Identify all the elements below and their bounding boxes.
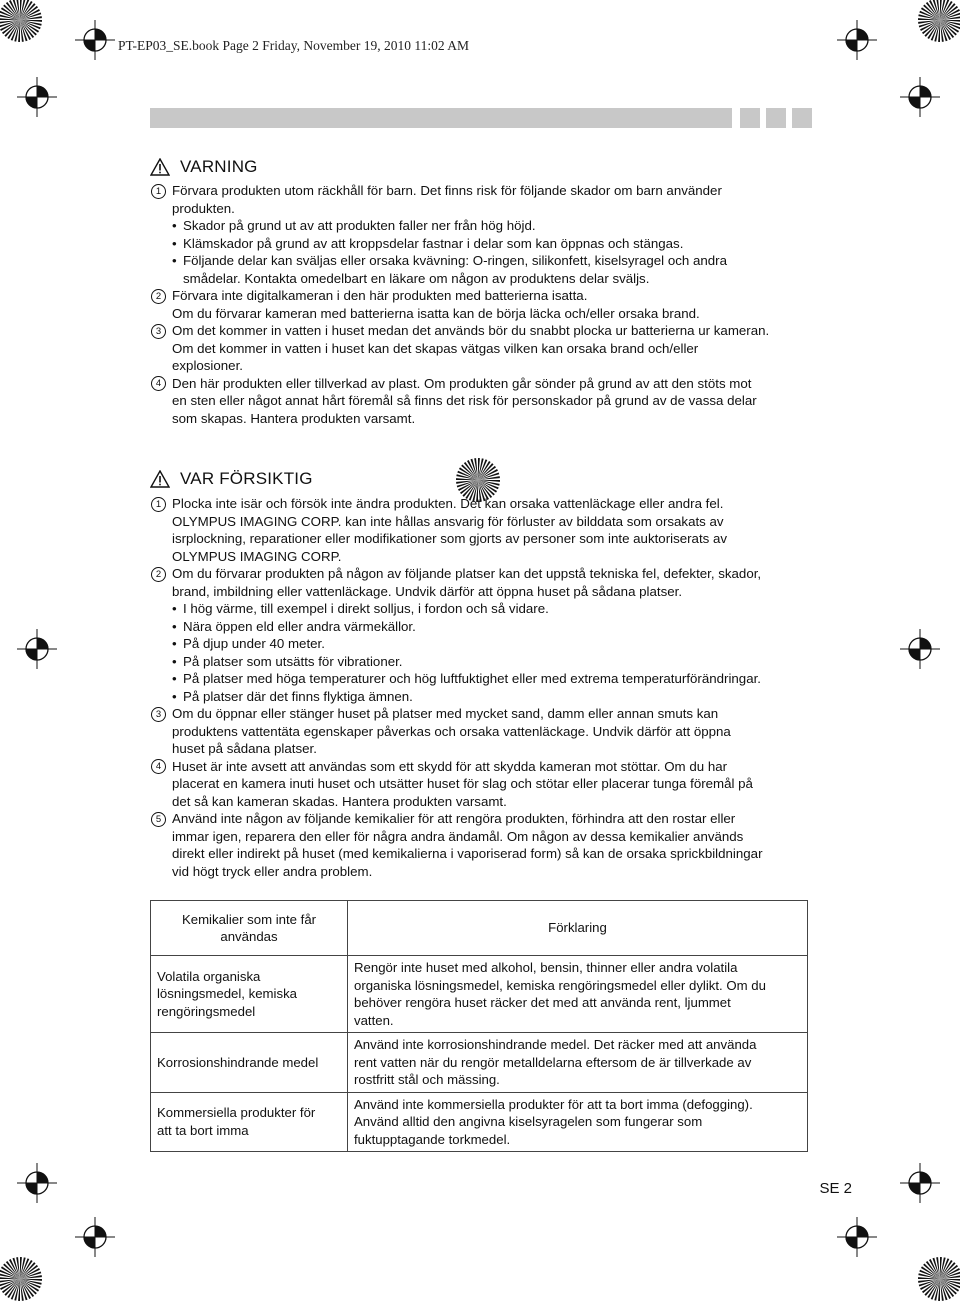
bullet-text: • På djup under 40 meter. bbox=[183, 635, 325, 653]
cell-text: Kommersiella produkter för att ta bort imma bbox=[157, 1105, 316, 1138]
table-header-cell bbox=[151, 901, 348, 956]
bullet-text: • På platser med höga temperaturer och hög luftfuktighet eller med extrema temperaturförändringar. bbox=[183, 670, 761, 688]
registration-mark-icon bbox=[17, 77, 57, 117]
bullet-text: • På platser där det finns flyktiga ämnen. bbox=[183, 688, 413, 706]
item-text: en sten eller något annat hårt föremål så finns det risk för personskador på grund av de vassa delar bbox=[172, 393, 757, 408]
caution-heading bbox=[150, 469, 313, 489]
item-text: brand, imbildning eller vattenläckage. Undvik därför att öppna huset på sådana platser. bbox=[172, 583, 683, 599]
bullet-text: • Följande delar kan sväljas eller orsaka kvävning: O-ringen, silikonfett, kiselsyragel och andra bbox=[183, 252, 727, 270]
color-wheel-icon bbox=[0, 0, 43, 43]
color-wheel-icon bbox=[917, 0, 960, 43]
table-row bbox=[151, 1033, 808, 1093]
item-text: produktens vattentäta egenskaper påverkas och orsaka vattenläckage. Undvik därför att öppna bbox=[172, 723, 731, 739]
registration-mark-icon bbox=[17, 629, 57, 669]
registration-mark-icon bbox=[837, 20, 877, 60]
item-text: vid högt tryck eller andra problem. bbox=[172, 863, 373, 879]
table-cell bbox=[151, 1092, 348, 1152]
item-text: Om du förvarar kameran med batterierna isatta kan de börja läcka och/eller orsaka brand. bbox=[172, 305, 700, 321]
item-text: Om det kommer in vatten i huset kan det skapas vätgas vilken kan orsaka brand och/eller bbox=[172, 340, 699, 356]
item-text: immar igen, reparera den eller för några andra ändamål. Om någon av dessa kemikalier används bbox=[172, 828, 744, 844]
header-square bbox=[766, 108, 786, 128]
registration-mark-icon bbox=[900, 1163, 940, 1203]
bullet-text: • I hög värme, till exempel i direkt solljus, i fordon och så vidare. bbox=[183, 600, 549, 618]
item-text: Om du förvarar produkten på någon av följande platser kan det uppstå tekniska fel, defekter, skador, bbox=[172, 566, 762, 581]
item-text: huset på sådana platser. bbox=[172, 741, 317, 756]
file-header: PT-EP03_SE.book Page 2 Friday, November 19, 2010 11:02 AM bbox=[118, 38, 469, 53]
header-square bbox=[740, 108, 760, 128]
table-cell bbox=[151, 956, 348, 1033]
table-cell bbox=[348, 956, 808, 1033]
item-number: 1 bbox=[151, 497, 166, 512]
cell-text: Volatila organiska lösningsmedel, kemiska rengöringsmedel bbox=[157, 968, 297, 1019]
item-text: Förvara inte digitalkameran i den här produkten med batterierna isatta. bbox=[172, 288, 588, 303]
table-cell bbox=[348, 1033, 808, 1093]
page-number: SE 2 bbox=[819, 1180, 852, 1197]
color-wheel-icon bbox=[917, 1256, 960, 1302]
item-number: 3 bbox=[151, 707, 166, 722]
table-cell bbox=[348, 1092, 808, 1152]
item-text: Den här produkten eller tillverkad av plast. Om produkten går sönder på grund av att den stöts mot bbox=[172, 375, 752, 391]
header-square bbox=[792, 108, 812, 128]
item-text: placerat en kamera inuti huset och utsätter huset för slag och stötar eller placerar tunga föremål på bbox=[172, 776, 753, 791]
registration-mark-icon bbox=[900, 77, 940, 117]
item-text: OLYMPUS IMAGING CORP. kan inte hållas ansvarig för förluster av bilddata som orsakats av bbox=[172, 513, 724, 529]
bullet-text: • På platser som utsätts för vibrationer. bbox=[183, 653, 403, 671]
color-wheel-icon bbox=[0, 1256, 43, 1302]
cell-text: Rengör inte huset med alkohol, bensin, thinner eller andra volatila organiska lösningsmedel, kemiska rengöringsmedel eller dylikt. Om du behöver rengöra huset räcker det med att använda rent, ljummet vatten. bbox=[354, 960, 766, 1028]
item-text: det så kan kameran skadas. Hantera produkten varsamt. bbox=[172, 793, 507, 809]
item-text: produkten. bbox=[172, 200, 235, 216]
item-number: 3 bbox=[151, 324, 166, 339]
item-text: explosioner. bbox=[172, 358, 243, 373]
item-number: 5 bbox=[151, 812, 166, 827]
item-text: Om du öppnar eller stänger huset på platser med mycket sand, damm eller annan smuts kan bbox=[172, 706, 719, 721]
item-number: 1 bbox=[151, 184, 166, 199]
cell-text: Korrosionshindrande medel bbox=[157, 1054, 319, 1070]
item-text: isrplockning, reparationer eller modifikationer som gjorts av personer som inte auktoriserats av bbox=[172, 531, 728, 546]
bullet-text: • Nära öppen eld eller andra värmekällor. bbox=[183, 618, 416, 636]
item-number: 2 bbox=[151, 289, 166, 304]
cell-text: Använd inte korrosionshindrande medel. Det räcker med att använda rent vatten när du rengör metalldelarna eftersom de är tillverkade av rostfritt stål och mässing. bbox=[354, 1037, 757, 1087]
table-header-cell bbox=[348, 901, 808, 956]
warning-triangle-icon bbox=[150, 158, 170, 176]
header-text: Kemikalier som inte får användas bbox=[181, 911, 317, 944]
chemicals-table bbox=[150, 900, 808, 1152]
warning-triangle-icon bbox=[150, 470, 170, 488]
registration-mark-icon bbox=[17, 1163, 57, 1203]
item-text: Om det kommer in vatten i huset medan det används bör du snabbt plocka ur batterierna ur kameran. bbox=[172, 323, 770, 338]
table-row bbox=[151, 1092, 808, 1152]
registration-mark-icon bbox=[75, 1217, 115, 1257]
bullet-text: • Klämskador på grund av att kroppsdelar fastnar i delar som kan öppnas och stängas. bbox=[183, 235, 683, 253]
table-row bbox=[151, 956, 808, 1033]
item-text: Huset är inte avsett att användas som ett skydd för att skydda kameran mot stöttar. Om du har bbox=[172, 758, 728, 774]
header-text: Förklaring bbox=[548, 920, 607, 936]
item-number: 4 bbox=[151, 376, 166, 391]
warning-heading bbox=[150, 157, 258, 177]
item-text: som skapas. Hantera produkten varsamt. bbox=[172, 410, 416, 426]
item-text: direkt eller indirekt på huset (med kemikalierna i vaporiserad form) så kan de orsaka sprickbildningar bbox=[172, 846, 763, 861]
table-header-row bbox=[151, 901, 808, 956]
bullet-text: • Skador på grund ut av att produkten faller ner från hög höjd. bbox=[183, 217, 536, 235]
registration-mark-icon bbox=[75, 20, 115, 60]
item-number: 2 bbox=[151, 567, 166, 582]
item-text: Plocka inte isär och försök inte ändra produkten. Det kan orsaka vattenläckage eller andra fel. bbox=[172, 496, 724, 511]
cell-text: Använd inte kommersiella produkter för att ta bort imma (defogging). Använd alltid den angivna kiselsyragelen som fungerar som fuktupptagande torkmedel. bbox=[354, 1096, 753, 1147]
header-bar bbox=[150, 108, 732, 128]
item-text: Använd inte någon av följande kemikalier för att rengöra produkten, förhindra att den rostar eller bbox=[172, 811, 736, 826]
caution-title: VAR FÖRSIKTIG bbox=[180, 469, 313, 488]
registration-mark-icon bbox=[900, 629, 940, 669]
item-text: OLYMPUS IMAGING CORP. bbox=[172, 548, 342, 564]
item-text: Förvara produkten utom räckhåll för barn. Det finns risk för följande skador om barn använder bbox=[172, 183, 722, 198]
bullet-text: smådelar. Kontakta omedelbart en läkare om någon av produktens delar sväljs. bbox=[183, 270, 650, 286]
table-cell bbox=[151, 1033, 348, 1093]
item-number: 4 bbox=[151, 759, 166, 774]
warning-title: VARNING bbox=[180, 157, 258, 176]
registration-mark-icon bbox=[837, 1217, 877, 1257]
